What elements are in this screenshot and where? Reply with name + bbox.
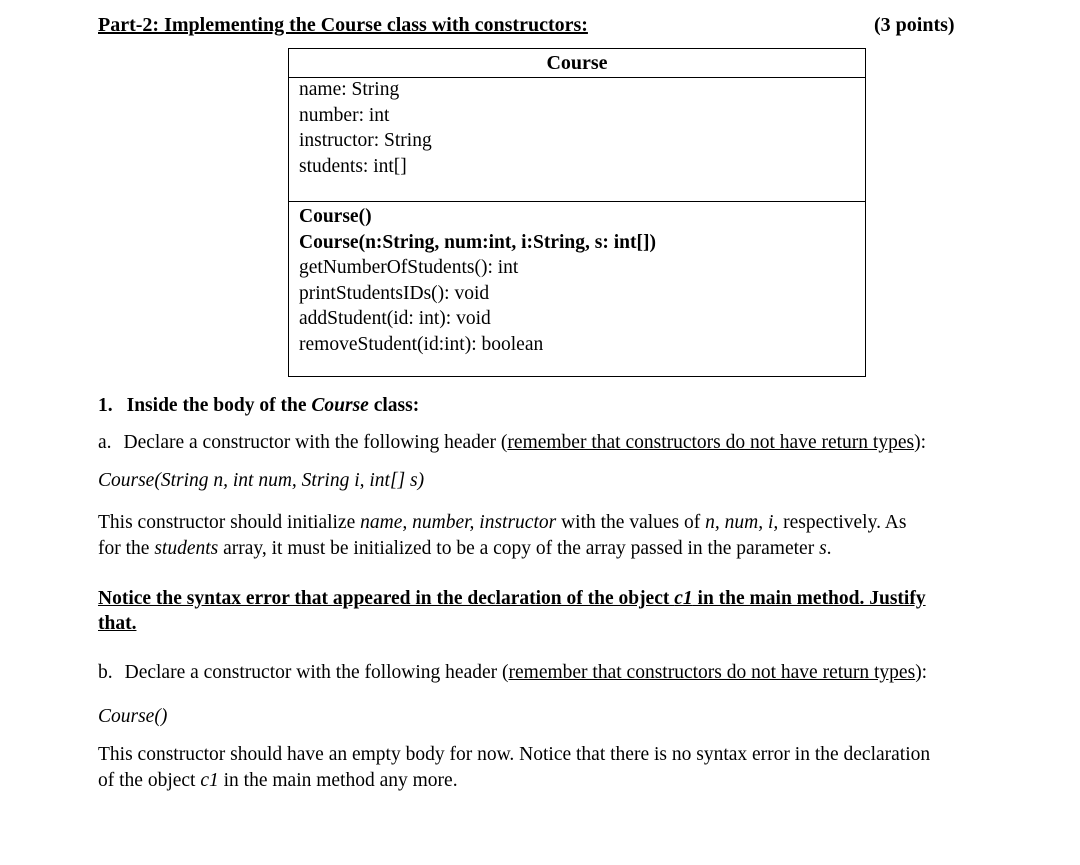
text-run: for the xyxy=(98,538,155,559)
italic-run: c1 xyxy=(200,770,219,791)
item-a-paragraph-line-1 xyxy=(98,512,906,534)
uml-attribute: name: String xyxy=(299,79,400,100)
uml-methods xyxy=(289,202,865,357)
text-run: respectively. As xyxy=(778,512,907,533)
section-1-heading xyxy=(98,395,419,417)
section-title-class: Course xyxy=(311,395,369,416)
item-b-paragraph-line-1: This constructor should have an empty body for now. Notice that there is no syntax error in the declaration xyxy=(98,744,931,765)
item-b-paragraph-line-2 xyxy=(98,770,458,792)
item-a-instruction xyxy=(98,432,926,454)
text-run: Notice the syntax error that appeared in the declaration of the object xyxy=(98,588,675,609)
section-title-prefix: Inside the body of the xyxy=(126,395,312,416)
uml-class-box xyxy=(288,48,866,377)
italic-run: name, number, instructor xyxy=(360,512,557,533)
notice-line-2: that. xyxy=(98,613,137,634)
uml-constructor: Course(n:String, num:int, i:String, s: int[]) xyxy=(299,231,656,253)
uml-method: removeStudent(id:int): boolean xyxy=(299,333,544,355)
item-b-instruction xyxy=(98,662,927,684)
uml-constructor: Course() xyxy=(299,206,372,227)
uml-method: getNumberOfStudents(): int xyxy=(299,257,519,278)
section-number: 1. xyxy=(98,395,113,416)
item-a-text: Declare a constructor with the following header ( xyxy=(123,432,508,453)
item-b-text-end: ): xyxy=(915,662,928,683)
text-run: in the main method. Justify xyxy=(692,588,926,609)
text-run: of the object xyxy=(98,770,201,791)
uml-method: addStudent(id: int): void xyxy=(299,308,491,329)
text-run: with the values of xyxy=(556,512,706,533)
points-label: (3 points) xyxy=(874,14,955,36)
uml-attribute: instructor: String xyxy=(299,130,432,151)
uml-attribute: number: int xyxy=(299,104,390,126)
section-title-suffix: class: xyxy=(368,395,420,416)
uml-attribute: students: int[] xyxy=(299,155,407,177)
text-run: in the main method any more. xyxy=(218,770,458,791)
part-heading: Part-2: Implementing the Course class with constructors: xyxy=(98,14,588,36)
italic-run: s xyxy=(819,538,827,559)
item-b-underlined-note: remember that constructors do not have return types xyxy=(508,662,916,683)
text-run: array, it must be initialized to be a copy of the array passed in the parameter xyxy=(218,538,820,559)
italic-run: c1 xyxy=(674,588,693,609)
item-a-label: a. xyxy=(98,432,112,453)
uml-attributes xyxy=(289,77,865,202)
item-b-label: b. xyxy=(98,662,113,683)
uml-class-name: Course xyxy=(289,49,865,78)
item-b-signature: Course() xyxy=(98,706,168,727)
uml-method: printStudentsIDs(): void xyxy=(299,282,490,304)
item-b-text: Declare a constructor with the following header ( xyxy=(124,662,509,683)
item-a-text-end: ): xyxy=(914,432,927,453)
notice-line-1 xyxy=(98,588,926,610)
italic-run: n, num, i, xyxy=(705,512,779,533)
text-run: This constructor should initialize xyxy=(98,512,361,533)
item-a-signature: Course(String n, int num, String i, int[] s) xyxy=(98,470,425,491)
italic-run: students xyxy=(154,538,219,559)
item-a-underlined-note: remember that constructors do not have return types xyxy=(507,432,915,453)
item-a-paragraph-line-2 xyxy=(98,538,832,560)
text-run: . xyxy=(826,538,832,559)
